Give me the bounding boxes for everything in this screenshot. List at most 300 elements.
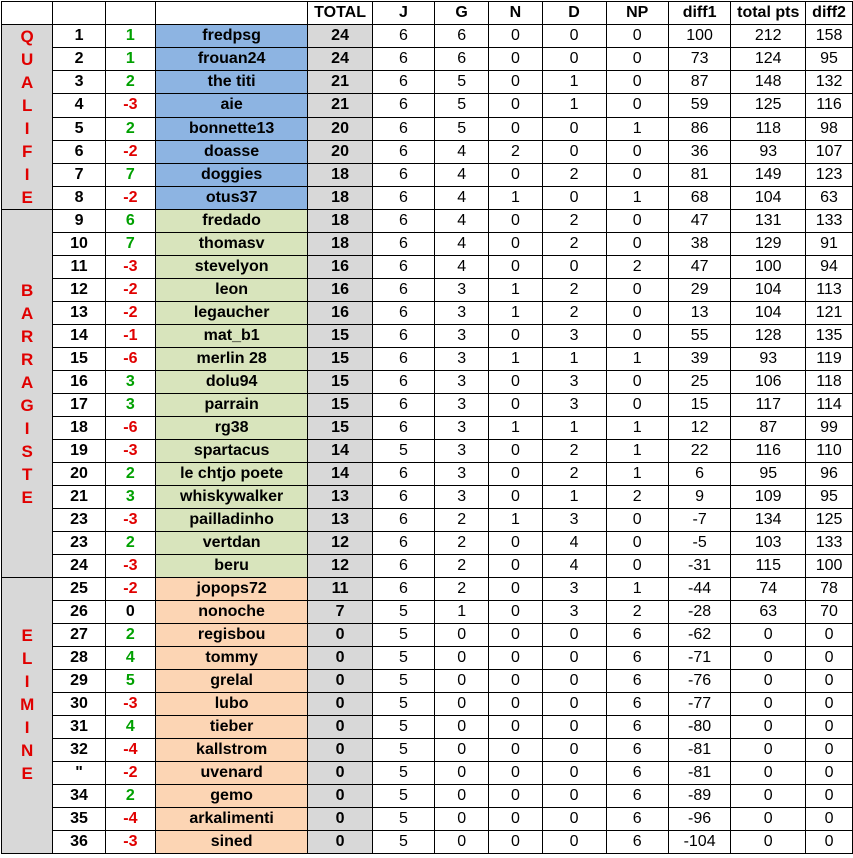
header-d: D bbox=[542, 2, 606, 25]
g-cell: 0 bbox=[435, 624, 489, 647]
total-cell: 0 bbox=[308, 693, 373, 716]
diff1-cell: 39 bbox=[668, 348, 730, 371]
rank-cell: 20 bbox=[53, 463, 105, 486]
diff1-cell: -81 bbox=[668, 762, 730, 785]
rank-cell: 23 bbox=[53, 509, 105, 532]
diff2-cell: 133 bbox=[806, 532, 853, 555]
d-cell: 1 bbox=[542, 94, 606, 117]
n-cell: 0 bbox=[489, 555, 542, 578]
np-cell: 0 bbox=[606, 509, 668, 532]
move-cell: 4 bbox=[105, 647, 155, 670]
diff1-cell: -104 bbox=[668, 831, 730, 854]
rank-cell: 23 bbox=[53, 532, 105, 555]
diff2-cell: 110 bbox=[806, 440, 853, 463]
diff2-cell: 95 bbox=[806, 486, 853, 509]
diff2-cell: 114 bbox=[806, 394, 853, 417]
move-cell: -4 bbox=[105, 739, 155, 762]
np-cell: 6 bbox=[606, 739, 668, 762]
total-pts-cell: 131 bbox=[731, 210, 806, 233]
table-row bbox=[2, 163, 853, 186]
j-cell: 5 bbox=[372, 808, 434, 831]
n-cell: 0 bbox=[489, 25, 542, 48]
np-cell: 6 bbox=[606, 624, 668, 647]
rank-cell: 18 bbox=[53, 417, 105, 440]
d-cell: 3 bbox=[542, 371, 606, 394]
total-cell: 0 bbox=[308, 762, 373, 785]
table-row bbox=[2, 693, 853, 716]
g-cell: 6 bbox=[435, 48, 489, 71]
np-cell: 1 bbox=[606, 186, 668, 209]
n-cell: 1 bbox=[489, 417, 542, 440]
rank-cell: 31 bbox=[53, 716, 105, 739]
total-cell: 0 bbox=[308, 831, 373, 854]
player-name-cell: arkalimenti bbox=[156, 808, 308, 831]
j-cell: 5 bbox=[372, 601, 434, 624]
total-pts-cell: 93 bbox=[731, 140, 806, 163]
d-cell: 0 bbox=[542, 48, 606, 71]
table-row bbox=[2, 647, 853, 670]
diff1-cell: -5 bbox=[668, 532, 730, 555]
g-cell: 4 bbox=[435, 210, 489, 233]
n-cell: 0 bbox=[489, 117, 542, 140]
diff1-cell: -81 bbox=[668, 739, 730, 762]
j-cell: 6 bbox=[372, 578, 434, 601]
move-cell: -6 bbox=[105, 417, 155, 440]
diff1-cell: 12 bbox=[668, 417, 730, 440]
rank-cell: 13 bbox=[53, 302, 105, 325]
total-pts-cell: 116 bbox=[731, 440, 806, 463]
np-cell: 1 bbox=[606, 463, 668, 486]
table-row bbox=[2, 394, 853, 417]
j-cell: 6 bbox=[372, 117, 434, 140]
np-cell: 0 bbox=[606, 532, 668, 555]
diff2-cell: 0 bbox=[806, 831, 853, 854]
group-letter: L bbox=[21, 649, 33, 668]
group-letter: E bbox=[21, 626, 33, 645]
diff2-cell: 0 bbox=[806, 647, 853, 670]
diff2-cell: 0 bbox=[806, 739, 853, 762]
diff1-cell: 15 bbox=[668, 394, 730, 417]
np-cell: 6 bbox=[606, 647, 668, 670]
d-cell: 0 bbox=[542, 117, 606, 140]
group-letter: L bbox=[21, 96, 33, 115]
diff1-cell: 47 bbox=[668, 256, 730, 279]
np-cell: 6 bbox=[606, 716, 668, 739]
move-cell: 2 bbox=[105, 71, 155, 94]
total-cell: 18 bbox=[308, 186, 373, 209]
rank-cell: " bbox=[53, 762, 105, 785]
player-name-cell: nonoche bbox=[156, 601, 308, 624]
header-diff2: diff2 bbox=[806, 2, 853, 25]
np-cell: 6 bbox=[606, 670, 668, 693]
g-cell: 3 bbox=[435, 394, 489, 417]
diff2-cell: 0 bbox=[806, 670, 853, 693]
player-name-cell: parrain bbox=[156, 394, 308, 417]
diff1-cell: 55 bbox=[668, 325, 730, 348]
total-cell: 18 bbox=[308, 233, 373, 256]
j-cell: 6 bbox=[372, 163, 434, 186]
np-cell: 6 bbox=[606, 831, 668, 854]
diff2-cell: 118 bbox=[806, 371, 853, 394]
total-cell: 0 bbox=[308, 647, 373, 670]
np-cell: 0 bbox=[606, 48, 668, 71]
diff2-cell: 135 bbox=[806, 325, 853, 348]
j-cell: 5 bbox=[372, 647, 434, 670]
d-cell: 3 bbox=[542, 578, 606, 601]
g-cell: 0 bbox=[435, 831, 489, 854]
move-cell: -2 bbox=[105, 140, 155, 163]
j-cell: 6 bbox=[372, 371, 434, 394]
n-cell: 0 bbox=[489, 762, 542, 785]
player-name-cell: jopops72 bbox=[156, 578, 308, 601]
j-cell: 6 bbox=[372, 486, 434, 509]
rank-cell: 2 bbox=[53, 48, 105, 71]
table-row bbox=[2, 532, 853, 555]
player-name-cell: lubo bbox=[156, 693, 308, 716]
d-cell: 3 bbox=[542, 394, 606, 417]
table-row bbox=[2, 371, 853, 394]
diff1-cell: 81 bbox=[668, 163, 730, 186]
table-row bbox=[2, 624, 853, 647]
n-cell: 0 bbox=[489, 808, 542, 831]
diff1-cell: 47 bbox=[668, 210, 730, 233]
total-pts-cell: 148 bbox=[731, 71, 806, 94]
diff2-cell: 123 bbox=[806, 163, 853, 186]
total-cell: 13 bbox=[308, 486, 373, 509]
player-name-cell: thomasv bbox=[156, 233, 308, 256]
move-cell: 2 bbox=[105, 785, 155, 808]
table-row bbox=[2, 25, 853, 48]
total-pts-cell: 0 bbox=[731, 762, 806, 785]
header-np: NP bbox=[606, 2, 668, 25]
d-cell: 0 bbox=[542, 785, 606, 808]
g-cell: 0 bbox=[435, 762, 489, 785]
group-letter: E bbox=[21, 764, 33, 783]
np-cell: 6 bbox=[606, 785, 668, 808]
player-name-cell: spartacus bbox=[156, 440, 308, 463]
total-pts-cell: 0 bbox=[731, 831, 806, 854]
total-cell: 21 bbox=[308, 94, 373, 117]
g-cell: 5 bbox=[435, 94, 489, 117]
n-cell: 0 bbox=[489, 624, 542, 647]
rank-cell: 5 bbox=[53, 117, 105, 140]
rank-cell: 15 bbox=[53, 348, 105, 371]
rank-cell: 10 bbox=[53, 233, 105, 256]
j-cell: 6 bbox=[372, 48, 434, 71]
rank-cell: 12 bbox=[53, 279, 105, 302]
total-pts-cell: 87 bbox=[731, 417, 806, 440]
group-letter: I bbox=[24, 165, 30, 184]
rank-cell: 14 bbox=[53, 325, 105, 348]
g-cell: 5 bbox=[435, 71, 489, 94]
table-row bbox=[2, 48, 853, 71]
n-cell: 0 bbox=[489, 785, 542, 808]
g-cell: 4 bbox=[435, 186, 489, 209]
total-cell: 16 bbox=[308, 302, 373, 325]
g-cell: 2 bbox=[435, 555, 489, 578]
total-cell: 14 bbox=[308, 440, 373, 463]
table-row bbox=[2, 601, 853, 624]
group-letter: B bbox=[21, 281, 34, 300]
diff1-cell: -89 bbox=[668, 785, 730, 808]
j-cell: 6 bbox=[372, 94, 434, 117]
total-pts-cell: 117 bbox=[731, 394, 806, 417]
total-pts-cell: 125 bbox=[731, 94, 806, 117]
diff1-cell: 25 bbox=[668, 371, 730, 394]
diff2-cell: 133 bbox=[806, 210, 853, 233]
total-pts-cell: 0 bbox=[731, 739, 806, 762]
total-cell: 24 bbox=[308, 25, 373, 48]
total-cell: 0 bbox=[308, 716, 373, 739]
n-cell: 0 bbox=[489, 831, 542, 854]
diff1-cell: -31 bbox=[668, 555, 730, 578]
np-cell: 0 bbox=[606, 25, 668, 48]
d-cell: 0 bbox=[542, 140, 606, 163]
total-cell: 15 bbox=[308, 325, 373, 348]
move-cell: 3 bbox=[105, 371, 155, 394]
diff1-cell: -77 bbox=[668, 693, 730, 716]
n-cell: 0 bbox=[489, 693, 542, 716]
player-name-cell: doggies bbox=[156, 163, 308, 186]
move-cell: -3 bbox=[105, 555, 155, 578]
total-pts-cell: 128 bbox=[731, 325, 806, 348]
table-row bbox=[2, 186, 853, 209]
header-move bbox=[105, 2, 155, 25]
np-cell: 0 bbox=[606, 394, 668, 417]
total-pts-cell: 109 bbox=[731, 486, 806, 509]
group-letter: G bbox=[20, 396, 34, 415]
total-pts-cell: 100 bbox=[731, 256, 806, 279]
total-pts-cell: 0 bbox=[731, 670, 806, 693]
total-cell: 7 bbox=[308, 601, 373, 624]
d-cell: 2 bbox=[542, 210, 606, 233]
group-letter: E bbox=[21, 188, 33, 207]
n-cell: 0 bbox=[489, 463, 542, 486]
np-cell: 0 bbox=[606, 371, 668, 394]
np-cell: 0 bbox=[606, 210, 668, 233]
d-cell: 2 bbox=[542, 163, 606, 186]
d-cell: 3 bbox=[542, 601, 606, 624]
move-cell: 2 bbox=[105, 463, 155, 486]
j-cell: 6 bbox=[372, 233, 434, 256]
n-cell: 0 bbox=[489, 94, 542, 117]
j-cell: 5 bbox=[372, 624, 434, 647]
diff2-cell: 0 bbox=[806, 808, 853, 831]
j-cell: 6 bbox=[372, 532, 434, 555]
total-cell: 18 bbox=[308, 163, 373, 186]
group-letter: R bbox=[21, 327, 34, 346]
n-cell: 1 bbox=[489, 186, 542, 209]
g-cell: 2 bbox=[435, 532, 489, 555]
g-cell: 0 bbox=[435, 670, 489, 693]
table-row bbox=[2, 808, 853, 831]
total-pts-cell: 0 bbox=[731, 716, 806, 739]
diff2-cell: 94 bbox=[806, 256, 853, 279]
total-cell: 15 bbox=[308, 348, 373, 371]
diff1-cell: 73 bbox=[668, 48, 730, 71]
total-pts-cell: 0 bbox=[731, 785, 806, 808]
n-cell: 0 bbox=[489, 601, 542, 624]
total-cell: 21 bbox=[308, 71, 373, 94]
table-row bbox=[2, 831, 853, 854]
move-cell: 3 bbox=[105, 486, 155, 509]
g-cell: 0 bbox=[435, 647, 489, 670]
diff2-cell: 107 bbox=[806, 140, 853, 163]
total-cell: 15 bbox=[308, 417, 373, 440]
player-name-cell: kallstrom bbox=[156, 739, 308, 762]
diff1-cell: 86 bbox=[668, 117, 730, 140]
n-cell: 0 bbox=[489, 670, 542, 693]
diff1-cell: -76 bbox=[668, 670, 730, 693]
move-cell: -2 bbox=[105, 302, 155, 325]
move-cell: 4 bbox=[105, 716, 155, 739]
d-cell: 0 bbox=[542, 716, 606, 739]
n-cell: 0 bbox=[489, 739, 542, 762]
j-cell: 5 bbox=[372, 762, 434, 785]
player-name-cell: fredpsg bbox=[156, 25, 308, 48]
total-pts-cell: 104 bbox=[731, 302, 806, 325]
group-letter: S bbox=[21, 442, 33, 461]
diff2-cell: 113 bbox=[806, 279, 853, 302]
total-pts-cell: 103 bbox=[731, 532, 806, 555]
np-cell: 0 bbox=[606, 71, 668, 94]
g-cell: 1 bbox=[435, 601, 489, 624]
g-cell: 0 bbox=[435, 716, 489, 739]
rank-cell: 34 bbox=[53, 785, 105, 808]
d-cell: 2 bbox=[542, 302, 606, 325]
g-cell: 3 bbox=[435, 440, 489, 463]
np-cell: 1 bbox=[606, 117, 668, 140]
header-row bbox=[2, 2, 853, 25]
table-row bbox=[2, 140, 853, 163]
total-cell: 0 bbox=[308, 739, 373, 762]
total-cell: 15 bbox=[308, 394, 373, 417]
n-cell: 0 bbox=[489, 233, 542, 256]
table-row bbox=[2, 486, 853, 509]
d-cell: 2 bbox=[542, 279, 606, 302]
group-letter: F bbox=[21, 142, 33, 161]
g-cell: 3 bbox=[435, 302, 489, 325]
d-cell: 0 bbox=[542, 762, 606, 785]
np-cell: 2 bbox=[606, 486, 668, 509]
rank-cell: 36 bbox=[53, 831, 105, 854]
total-pts-cell: 0 bbox=[731, 647, 806, 670]
n-cell: 0 bbox=[489, 440, 542, 463]
total-cell: 12 bbox=[308, 555, 373, 578]
player-name-cell: whiskywalker bbox=[156, 486, 308, 509]
header-g: G bbox=[435, 2, 489, 25]
np-cell: 1 bbox=[606, 578, 668, 601]
player-name-cell: tieber bbox=[156, 716, 308, 739]
d-cell: 0 bbox=[542, 693, 606, 716]
total-cell: 13 bbox=[308, 509, 373, 532]
j-cell: 6 bbox=[372, 71, 434, 94]
g-cell: 2 bbox=[435, 578, 489, 601]
player-name-cell: leon bbox=[156, 279, 308, 302]
d-cell: 0 bbox=[542, 670, 606, 693]
g-cell: 3 bbox=[435, 325, 489, 348]
j-cell: 6 bbox=[372, 140, 434, 163]
j-cell: 6 bbox=[372, 186, 434, 209]
diff2-cell: 98 bbox=[806, 117, 853, 140]
d-cell: 3 bbox=[542, 325, 606, 348]
np-cell: 6 bbox=[606, 808, 668, 831]
total-cell: 20 bbox=[308, 117, 373, 140]
total-pts-cell: 212 bbox=[731, 25, 806, 48]
d-cell: 4 bbox=[542, 532, 606, 555]
player-name-cell: rg38 bbox=[156, 417, 308, 440]
total-cell: 16 bbox=[308, 279, 373, 302]
move-cell: 6 bbox=[105, 210, 155, 233]
total-cell: 0 bbox=[308, 624, 373, 647]
move-cell: 2 bbox=[105, 117, 155, 140]
group-letter: I bbox=[24, 419, 30, 438]
player-name-cell: vertdan bbox=[156, 532, 308, 555]
n-cell: 1 bbox=[489, 348, 542, 371]
np-cell: 0 bbox=[606, 279, 668, 302]
table-row bbox=[2, 256, 853, 279]
g-cell: 4 bbox=[435, 233, 489, 256]
rank-cell: 30 bbox=[53, 693, 105, 716]
table-row bbox=[2, 94, 853, 117]
table-row bbox=[2, 670, 853, 693]
header-total-pts: total pts bbox=[731, 2, 806, 25]
table-row bbox=[2, 210, 853, 233]
move-cell: 7 bbox=[105, 163, 155, 186]
header-total: TOTAL bbox=[308, 2, 373, 25]
g-cell: 2 bbox=[435, 509, 489, 532]
diff1-cell: -71 bbox=[668, 647, 730, 670]
diff2-cell: 63 bbox=[806, 186, 853, 209]
table-row bbox=[2, 785, 853, 808]
move-cell: -3 bbox=[105, 256, 155, 279]
group-letter: I bbox=[24, 718, 30, 737]
d-cell: 3 bbox=[542, 509, 606, 532]
header-name bbox=[156, 2, 308, 25]
j-cell: 5 bbox=[372, 440, 434, 463]
np-cell: 0 bbox=[606, 94, 668, 117]
total-pts-cell: 93 bbox=[731, 348, 806, 371]
total-cell: 15 bbox=[308, 371, 373, 394]
j-cell: 5 bbox=[372, 670, 434, 693]
rank-cell: 7 bbox=[53, 163, 105, 186]
np-cell: 0 bbox=[606, 140, 668, 163]
group-letter: A bbox=[21, 373, 34, 392]
player-name-cell: beru bbox=[156, 555, 308, 578]
total-pts-cell: 134 bbox=[731, 509, 806, 532]
diff1-cell: -80 bbox=[668, 716, 730, 739]
n-cell: 0 bbox=[489, 256, 542, 279]
j-cell: 5 bbox=[372, 739, 434, 762]
diff2-cell: 70 bbox=[806, 601, 853, 624]
d-cell: 1 bbox=[542, 486, 606, 509]
total-pts-cell: 118 bbox=[731, 117, 806, 140]
g-cell: 0 bbox=[435, 808, 489, 831]
d-cell: 4 bbox=[542, 555, 606, 578]
diff2-cell: 0 bbox=[806, 693, 853, 716]
header-diff1: diff1 bbox=[668, 2, 730, 25]
rank-cell: 35 bbox=[53, 808, 105, 831]
diff1-cell: 22 bbox=[668, 440, 730, 463]
group-letter: Q bbox=[20, 27, 34, 46]
n-cell: 0 bbox=[489, 325, 542, 348]
total-pts-cell: 129 bbox=[731, 233, 806, 256]
diff1-cell: 6 bbox=[668, 463, 730, 486]
np-cell: 0 bbox=[606, 233, 668, 256]
d-cell: 2 bbox=[542, 463, 606, 486]
diff1-cell: 38 bbox=[668, 233, 730, 256]
group-letter: A bbox=[21, 304, 34, 323]
